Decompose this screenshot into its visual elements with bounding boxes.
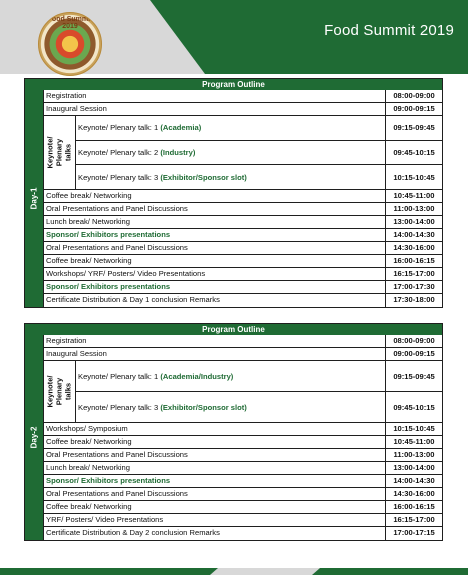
activity: Registration (44, 335, 386, 348)
time-slot: 16:15-17:00 (386, 268, 442, 281)
time-slot: 09:45-10:15 (386, 141, 442, 166)
logo-text: Food Summit 2019 (47, 16, 93, 30)
time-slot: 09:45-10:15 (393, 402, 435, 412)
activity: Coffee break/ Networking (44, 190, 386, 203)
keynote-block (44, 116, 386, 190)
time-slot: 14:00-14:30 (386, 475, 442, 488)
time-slot: 10:15-10:45 (393, 172, 435, 182)
activity: Inaugural Session (44, 103, 386, 116)
keynote-row: Keynote/ Plenary talk: 3 (Exhibitor/Sponsor slot) (78, 402, 247, 412)
day-label: Day-2 (25, 335, 44, 540)
time-slot: 17:00-17:30 (386, 281, 442, 294)
time-slot: 14:00-14:30 (386, 229, 442, 242)
time-slot: 16:15-17:00 (386, 514, 442, 527)
schedule-grid (25, 335, 442, 540)
activity: Oral Presentations and Panel Discussions (44, 242, 386, 255)
time-slot: 17:30-18:00 (393, 295, 435, 304)
summit-logo (38, 12, 102, 76)
keynote-row: Keynote/ Plenary talk: 2 (Industry) (76, 141, 385, 166)
time-slot: 09:00-09:15 (386, 103, 442, 116)
keynote-row: Keynote/ Plenary talk: 1 (Academia) (76, 116, 385, 141)
time-slot: 10:45-11:00 (386, 190, 442, 203)
time-slot: 16:00-16:15 (386, 501, 442, 514)
keynote-row: Keynote/ Plenary talk: 3 (Exhibitor/Sponsor slot) (78, 172, 247, 182)
activity: Oral Presentations and Panel Discussions (44, 488, 386, 501)
activity: YRF/ Posters/ Video Presentations (44, 514, 386, 527)
time-slot: 08:00-09:00 (386, 335, 442, 348)
activity: Certificate Distribution & Day 2 conclusion Remarks (44, 527, 386, 540)
activity-sponsor: Sponsor/ Exhibitors presentations (44, 475, 386, 488)
activity: Coffee break/ Networking (44, 436, 386, 449)
keynote-times (386, 116, 442, 190)
activity: Registration (44, 90, 386, 103)
time-slot: 10:15-10:45 (386, 423, 442, 436)
time-slot: 13:00-14:00 (386, 462, 442, 475)
time-slot: 08:00-09:00 (386, 90, 442, 103)
day-label: Day-1 (25, 90, 44, 307)
schedule-grid (25, 90, 442, 307)
activity: Coffee break/ Networking (44, 255, 386, 268)
time-slot: 14:30-16:00 (386, 488, 442, 501)
time-slot: 10:45-11:00 (386, 436, 442, 449)
keynote-block (44, 361, 386, 423)
activity: Lunch break/ Networking (44, 216, 386, 229)
program-day-1 (24, 78, 443, 308)
activity: Workshops/ Symposium (44, 423, 386, 436)
activity: Oral Presentations and Panel Discussions (44, 449, 386, 462)
activity: Lunch break/ Networking (44, 462, 386, 475)
time-slot: 09:15-09:45 (386, 361, 442, 392)
page-title: Food Summit 2019 (324, 22, 454, 39)
time-slot: 13:00-14:00 (386, 216, 442, 229)
activity: Coffee break/ Networking (44, 501, 386, 514)
activity: Oral Presentations and Panel Discussions (44, 203, 386, 216)
time-slot: 14:30-16:00 (386, 242, 442, 255)
activity: Certificate Distribution & Day 1 conclusion Remarks (44, 294, 386, 307)
keynote-label: Keynote/ Plenary talks (44, 361, 76, 422)
time-slot: 11:00-13:00 (386, 203, 442, 216)
activity: Inaugural Session (44, 348, 386, 361)
program-day-2 (24, 323, 443, 541)
time-slot: 09:00-09:15 (386, 348, 442, 361)
activity: Workshops/ YRF/ Posters/ Video Presentations (44, 268, 386, 281)
time-slot: 11:00-13:00 (386, 449, 442, 462)
program-heading: Program Outline (25, 79, 442, 90)
time-slot: 09:15-09:45 (386, 116, 442, 141)
time-slot: 17:00-17:15 (393, 528, 435, 537)
program-heading: Program Outline (25, 324, 442, 335)
footer-accent (210, 568, 320, 575)
keynote-label: Keynote/ Plenary talks (44, 116, 76, 189)
activity-sponsor: Sponsor/ Exhibitors presentations (44, 229, 386, 242)
keynote-row: Keynote/ Plenary talk: 1 (Academia/Industry) (76, 361, 385, 392)
keynote-times (386, 361, 442, 423)
time-slot: 16:00-16:15 (386, 255, 442, 268)
activity-sponsor: Sponsor/ Exhibitors presentations (44, 281, 386, 294)
